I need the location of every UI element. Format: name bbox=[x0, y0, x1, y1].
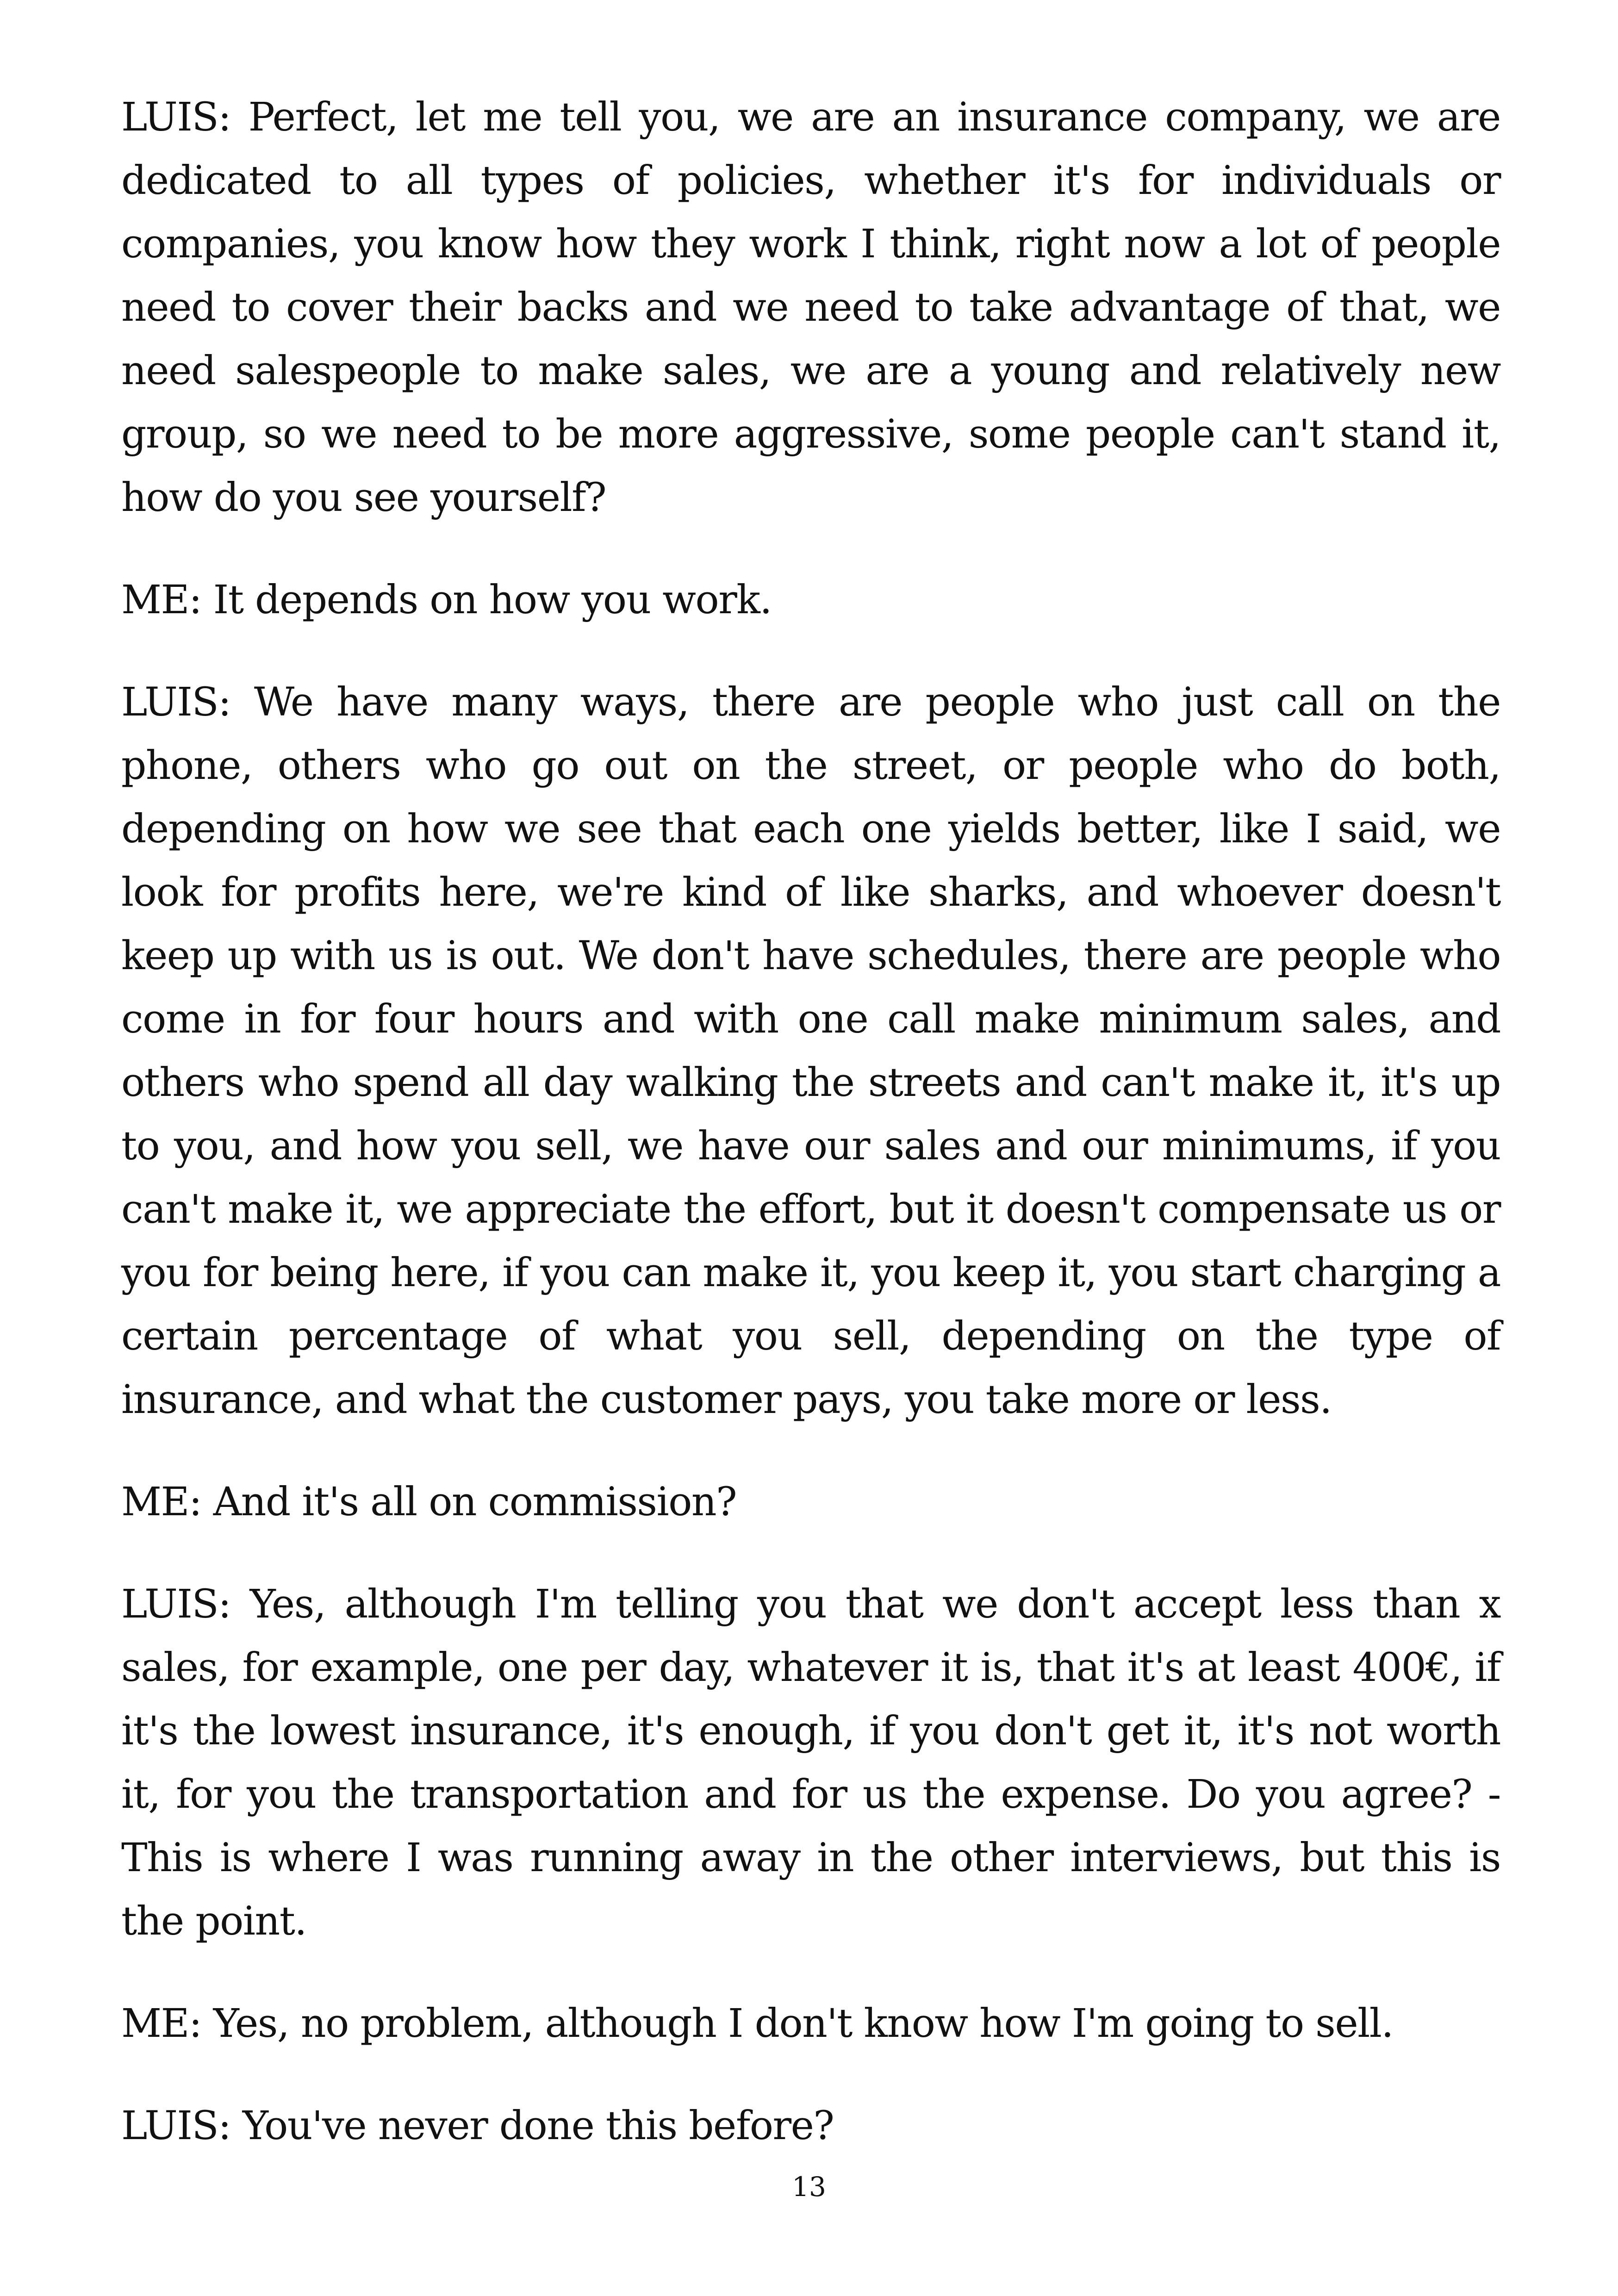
page-number: 13 bbox=[792, 2171, 826, 2203]
paragraph-me-1: ME: It depends on how you work. bbox=[121, 577, 772, 623]
paragraph-me-3: ME: Yes, no problem, although I don't know how I'm going to sell. bbox=[121, 2001, 1394, 2047]
document-body bbox=[121, 86, 1500, 2196]
paragraph-luis-2: LUIS: We have many ways, there are people who just call on the phone, others who go out on the street, or people who do both, depending on how we see that each one yields better, like I said, we look for profits here, we're kind of like sharks, and whoever doesn't keep up with us is out. We don't have schedules, there are people who come in for four hours and with one call make minimum sales, and others who spend all day walking the streets and can't make it, it's up to you, and how you sell, we have our sales and our minimums, if you can't make it, we appreciate the effort, but it doesn't compensate us or you for being here, if you can make it, you keep it, you start charging a certain percentage of what you sell, depending on the type of insurance, and what the customer pays, you take more or less. bbox=[121, 679, 1500, 1423]
paragraph-luis-1: LUIS: Perfect, let me tell you, we are an insurance company, we are dedicated to all types of policies, whether it's for individuals or companies, you know how they work I think, right now a lot of people need to cover their backs and we need to take advantage of that, we need salespeople to make sales, we are a young and relatively new group, so we need to be more aggressive, some people can't stand it, how do you see yourself? bbox=[121, 94, 1500, 521]
paragraph-me-2: ME: And it's all on commission? bbox=[121, 1479, 737, 1525]
paragraph-luis-4: LUIS: You've never done this before? bbox=[121, 2103, 834, 2149]
paragraph-luis-3: LUIS: Yes, although I'm telling you that we don't accept less than x sales, for example, one per day, whatever it is, that it's at least 400€, if it's the lowest insurance, it's enough, if you don't get it, it's not worth it, for you the transportation and for us the expense. Do you agree? - This is where I was running away in the other interviews, but this is the point. bbox=[121, 1581, 1500, 1944]
